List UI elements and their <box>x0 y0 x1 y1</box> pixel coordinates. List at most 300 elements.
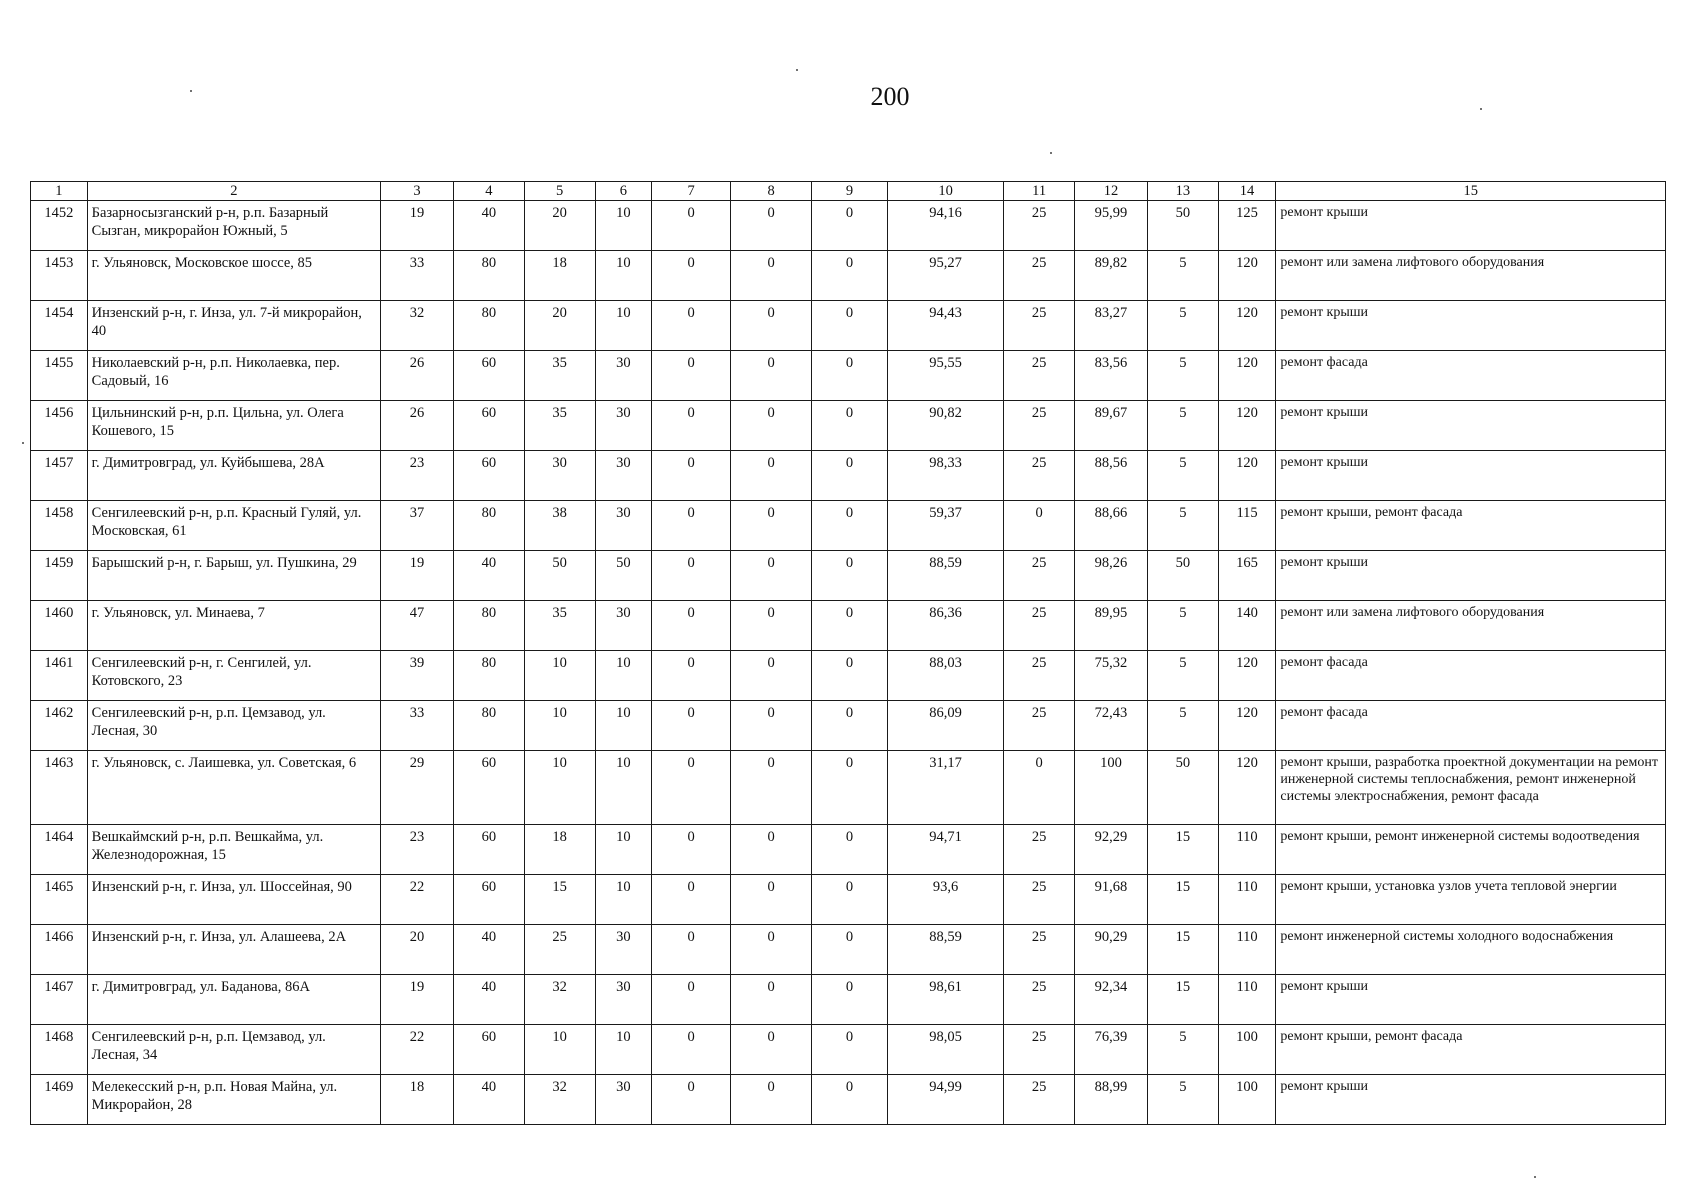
table-row <box>31 451 1666 501</box>
scan-speck <box>1534 1176 1536 1178</box>
column-header: 6 <box>595 182 652 201</box>
value-cell: 0 <box>731 301 812 351</box>
scan-speck <box>1480 108 1482 110</box>
value-cell: 19 <box>381 201 454 251</box>
row-number: 1464 <box>31 825 88 875</box>
address-cell: Сенгилеевский р-н, г. Сенгилей, ул. Котовского, 23 <box>87 651 380 701</box>
address-cell: Инзенский р-н, г. Инза, ул. 7-й микрорайон, 40 <box>87 301 380 351</box>
value-cell: 76,39 <box>1075 1025 1148 1075</box>
value-cell: 10 <box>595 825 652 875</box>
work-type-cell: ремонт крыши, ремонт фасада <box>1276 1025 1666 1075</box>
value-cell: 30 <box>595 925 652 975</box>
table-row <box>31 351 1666 401</box>
value-cell: 20 <box>524 301 595 351</box>
table-row <box>31 601 1666 651</box>
value-cell: 35 <box>524 351 595 401</box>
value-cell: 32 <box>524 975 595 1025</box>
value-cell: 32 <box>381 301 454 351</box>
work-type-cell: ремонт крыши, разработка проектной документации на ремонт инженерной системы теплоснабжения, ремонт инженерной системы электроснабжения, ремонт фасада <box>1276 751 1666 825</box>
value-cell: 29 <box>381 751 454 825</box>
value-cell: 50 <box>1147 201 1218 251</box>
value-cell: 83,56 <box>1075 351 1148 401</box>
value-cell: 90,29 <box>1075 925 1148 975</box>
value-cell: 31,17 <box>887 751 1003 825</box>
value-cell: 60 <box>453 825 524 875</box>
scan-speck <box>1050 152 1052 154</box>
address-cell: г. Димитровград, ул. Баданова, 86А <box>87 975 380 1025</box>
value-cell: 93,6 <box>887 875 1003 925</box>
row-number: 1460 <box>31 601 88 651</box>
value-cell: 15 <box>1147 975 1218 1025</box>
value-cell: 110 <box>1218 875 1276 925</box>
value-cell: 60 <box>453 875 524 925</box>
value-cell: 30 <box>524 451 595 501</box>
value-cell: 0 <box>731 925 812 975</box>
value-cell: 94,71 <box>887 825 1003 875</box>
value-cell: 5 <box>1147 401 1218 451</box>
row-number: 1452 <box>31 201 88 251</box>
work-type-cell: ремонт фасада <box>1276 701 1666 751</box>
value-cell: 75,32 <box>1075 651 1148 701</box>
value-cell: 10 <box>524 1025 595 1075</box>
value-cell: 0 <box>812 501 888 551</box>
work-type-cell: ремонт крыши <box>1276 401 1666 451</box>
value-cell: 92,29 <box>1075 825 1148 875</box>
value-cell: 110 <box>1218 825 1276 875</box>
row-number: 1465 <box>31 875 88 925</box>
value-cell: 25 <box>1004 975 1075 1025</box>
value-cell: 0 <box>731 1025 812 1075</box>
value-cell: 25 <box>1004 201 1075 251</box>
value-cell: 110 <box>1218 975 1276 1025</box>
value-cell: 0 <box>652 501 731 551</box>
value-cell: 0 <box>652 251 731 301</box>
value-cell: 95,99 <box>1075 201 1148 251</box>
table-row <box>31 975 1666 1025</box>
value-cell: 30 <box>595 401 652 451</box>
value-cell: 0 <box>812 925 888 975</box>
column-header: 4 <box>453 182 524 201</box>
value-cell: 0 <box>812 875 888 925</box>
value-cell: 10 <box>595 875 652 925</box>
value-cell: 0 <box>731 501 812 551</box>
value-cell: 25 <box>1004 825 1075 875</box>
value-cell: 0 <box>812 551 888 601</box>
address-cell: Николаевский р-н, р.п. Николаевка, пер. Садовый, 16 <box>87 351 380 401</box>
value-cell: 33 <box>381 251 454 301</box>
value-cell: 80 <box>453 501 524 551</box>
address-cell: г. Димитровград, ул. Куйбышева, 28А <box>87 451 380 501</box>
column-header: 12 <box>1075 182 1148 201</box>
value-cell: 115 <box>1218 501 1276 551</box>
value-cell: 0 <box>652 651 731 701</box>
value-cell: 80 <box>453 701 524 751</box>
value-cell: 0 <box>812 401 888 451</box>
value-cell: 35 <box>524 401 595 451</box>
value-cell: 40 <box>453 551 524 601</box>
value-cell: 120 <box>1218 751 1276 825</box>
value-cell: 83,27 <box>1075 301 1148 351</box>
value-cell: 0 <box>731 875 812 925</box>
value-cell: 50 <box>524 551 595 601</box>
value-cell: 0 <box>731 201 812 251</box>
column-header: 13 <box>1147 182 1218 201</box>
value-cell: 80 <box>453 651 524 701</box>
value-cell: 0 <box>731 401 812 451</box>
value-cell: 0 <box>812 975 888 1025</box>
value-cell: 88,59 <box>887 925 1003 975</box>
table-row <box>31 251 1666 301</box>
value-cell: 10 <box>595 651 652 701</box>
value-cell: 120 <box>1218 351 1276 401</box>
value-cell: 5 <box>1147 1075 1218 1125</box>
value-cell: 91,68 <box>1075 875 1148 925</box>
value-cell: 10 <box>595 701 652 751</box>
value-cell: 0 <box>652 925 731 975</box>
value-cell: 25 <box>1004 251 1075 301</box>
value-cell: 60 <box>453 751 524 825</box>
value-cell: 0 <box>652 351 731 401</box>
value-cell: 140 <box>1218 601 1276 651</box>
value-cell: 40 <box>453 1075 524 1125</box>
value-cell: 18 <box>381 1075 454 1125</box>
row-number: 1457 <box>31 451 88 501</box>
value-cell: 5 <box>1147 251 1218 301</box>
value-cell: 0 <box>652 1025 731 1075</box>
table-body <box>31 201 1666 1125</box>
work-type-cell: ремонт крыши <box>1276 551 1666 601</box>
column-number-row <box>31 182 1666 201</box>
value-cell: 0 <box>812 451 888 501</box>
value-cell: 0 <box>812 201 888 251</box>
table-row <box>31 651 1666 701</box>
value-cell: 120 <box>1218 301 1276 351</box>
work-type-cell: ремонт крыши, ремонт инженерной системы водоотведения <box>1276 825 1666 875</box>
value-cell: 25 <box>1004 651 1075 701</box>
value-cell: 94,16 <box>887 201 1003 251</box>
value-cell: 90,82 <box>887 401 1003 451</box>
value-cell: 5 <box>1147 651 1218 701</box>
value-cell: 33 <box>381 701 454 751</box>
address-cell: г. Ульяновск, Московское шоссе, 85 <box>87 251 380 301</box>
value-cell: 23 <box>381 825 454 875</box>
row-number: 1461 <box>31 651 88 701</box>
value-cell: 86,36 <box>887 601 1003 651</box>
value-cell: 18 <box>524 251 595 301</box>
value-cell: 100 <box>1218 1025 1276 1075</box>
work-type-cell: ремонт крыши, установка узлов учета тепловой энергии <box>1276 875 1666 925</box>
value-cell: 0 <box>731 825 812 875</box>
value-cell: 5 <box>1147 1025 1218 1075</box>
value-cell: 80 <box>453 601 524 651</box>
scan-speck <box>22 442 24 444</box>
value-cell: 5 <box>1147 601 1218 651</box>
work-type-cell: ремонт крыши <box>1276 1075 1666 1125</box>
work-type-cell: ремонт крыши <box>1276 301 1666 351</box>
work-type-cell: ремонт фасада <box>1276 351 1666 401</box>
table-row <box>31 301 1666 351</box>
value-cell: 23 <box>381 451 454 501</box>
value-cell: 19 <box>381 551 454 601</box>
value-cell: 39 <box>381 651 454 701</box>
value-cell: 80 <box>453 251 524 301</box>
value-cell: 88,99 <box>1075 1075 1148 1125</box>
table-row <box>31 925 1666 975</box>
value-cell: 0 <box>812 751 888 825</box>
value-cell: 0 <box>652 601 731 651</box>
value-cell: 32 <box>524 1075 595 1125</box>
address-cell: Мелекесский р-н, р.п. Новая Майна, ул. Микрорайон, 28 <box>87 1075 380 1125</box>
value-cell: 25 <box>1004 351 1075 401</box>
row-number: 1458 <box>31 501 88 551</box>
value-cell: 15 <box>1147 825 1218 875</box>
work-type-cell: ремонт или замена лифтового оборудования <box>1276 601 1666 651</box>
scan-speck <box>190 90 192 92</box>
value-cell: 5 <box>1147 501 1218 551</box>
value-cell: 5 <box>1147 451 1218 501</box>
value-cell: 25 <box>1004 601 1075 651</box>
address-cell: г. Ульяновск, с. Лаишевка, ул. Советская, 6 <box>87 751 380 825</box>
value-cell: 25 <box>1004 301 1075 351</box>
value-cell: 0 <box>652 701 731 751</box>
value-cell: 22 <box>381 1025 454 1075</box>
row-number: 1453 <box>31 251 88 301</box>
value-cell: 5 <box>1147 701 1218 751</box>
value-cell: 5 <box>1147 301 1218 351</box>
work-type-cell: ремонт крыши <box>1276 451 1666 501</box>
value-cell: 40 <box>453 975 524 1025</box>
row-number: 1466 <box>31 925 88 975</box>
value-cell: 25 <box>1004 551 1075 601</box>
table-row <box>31 751 1666 825</box>
value-cell: 0 <box>812 601 888 651</box>
value-cell: 125 <box>1218 201 1276 251</box>
value-cell: 40 <box>453 925 524 975</box>
table-row <box>31 551 1666 601</box>
value-cell: 35 <box>524 601 595 651</box>
value-cell: 165 <box>1218 551 1276 601</box>
value-cell: 0 <box>731 251 812 301</box>
value-cell: 10 <box>595 1025 652 1075</box>
value-cell: 30 <box>595 501 652 551</box>
value-cell: 0 <box>652 875 731 925</box>
address-cell: Базарносызганский р-н, р.п. Базарный Сызган, микрорайон Южный, 5 <box>87 201 380 251</box>
value-cell: 100 <box>1218 1075 1276 1125</box>
address-cell: Барышский р-н, г. Барыш, ул. Пушкина, 29 <box>87 551 380 601</box>
value-cell: 0 <box>652 751 731 825</box>
value-cell: 88,03 <box>887 651 1003 701</box>
value-cell: 25 <box>1004 1075 1075 1125</box>
value-cell: 0 <box>812 825 888 875</box>
value-cell: 98,33 <box>887 451 1003 501</box>
table-row <box>31 201 1666 251</box>
value-cell: 94,99 <box>887 1075 1003 1125</box>
value-cell: 120 <box>1218 701 1276 751</box>
value-cell: 25 <box>1004 925 1075 975</box>
value-cell: 110 <box>1218 925 1276 975</box>
value-cell: 30 <box>595 1075 652 1125</box>
value-cell: 0 <box>731 1075 812 1125</box>
value-cell: 72,43 <box>1075 701 1148 751</box>
table-row <box>31 501 1666 551</box>
column-header: 7 <box>652 182 731 201</box>
work-type-cell: ремонт крыши, ремонт фасада <box>1276 501 1666 551</box>
row-number: 1454 <box>31 301 88 351</box>
work-type-cell: ремонт фасада <box>1276 651 1666 701</box>
value-cell: 30 <box>595 601 652 651</box>
value-cell: 25 <box>1004 701 1075 751</box>
value-cell: 0 <box>812 651 888 701</box>
work-type-cell: ремонт крыши <box>1276 201 1666 251</box>
value-cell: 0 <box>812 351 888 401</box>
address-cell: Инзенский р-н, г. Инза, ул. Шоссейная, 90 <box>87 875 380 925</box>
column-header: 5 <box>524 182 595 201</box>
value-cell: 120 <box>1218 651 1276 701</box>
row-number: 1469 <box>31 1075 88 1125</box>
value-cell: 25 <box>524 925 595 975</box>
value-cell: 0 <box>812 701 888 751</box>
value-cell: 0 <box>1004 751 1075 825</box>
value-cell: 60 <box>453 1025 524 1075</box>
column-header: 9 <box>812 182 888 201</box>
page-number: 200 <box>870 82 910 111</box>
value-cell: 38 <box>524 501 595 551</box>
value-cell: 5 <box>1147 351 1218 401</box>
table-row <box>31 1075 1666 1125</box>
value-cell: 0 <box>652 201 731 251</box>
column-header: 10 <box>887 182 1003 201</box>
table-row <box>31 401 1666 451</box>
column-header: 15 <box>1276 182 1666 201</box>
value-cell: 0 <box>652 301 731 351</box>
value-cell: 0 <box>1004 501 1075 551</box>
value-cell: 50 <box>1147 751 1218 825</box>
address-cell: Вешкаймский р-н, р.п. Вешкайма, ул. Железнодорожная, 15 <box>87 825 380 875</box>
value-cell: 0 <box>731 701 812 751</box>
value-cell: 15 <box>524 875 595 925</box>
address-cell: Цильнинский р-н, р.п. Цильна, ул. Олега Кошевого, 15 <box>87 401 380 451</box>
value-cell: 25 <box>1004 1025 1075 1075</box>
scan-speck <box>796 69 798 71</box>
value-cell: 89,82 <box>1075 251 1148 301</box>
value-cell: 0 <box>652 1075 731 1125</box>
column-header: 14 <box>1218 182 1276 201</box>
value-cell: 0 <box>731 601 812 651</box>
address-cell: Сенгилеевский р-н, р.п. Цемзавод, ул. Лесная, 34 <box>87 1025 380 1075</box>
table-row <box>31 875 1666 925</box>
value-cell: 19 <box>381 975 454 1025</box>
value-cell: 10 <box>595 301 652 351</box>
row-number: 1455 <box>31 351 88 401</box>
value-cell: 88,59 <box>887 551 1003 601</box>
table-row <box>31 1025 1666 1075</box>
value-cell: 0 <box>652 451 731 501</box>
value-cell: 0 <box>731 451 812 501</box>
value-cell: 15 <box>1147 875 1218 925</box>
registry-table <box>30 181 1666 1125</box>
value-cell: 26 <box>381 351 454 401</box>
value-cell: 10 <box>595 251 652 301</box>
value-cell: 0 <box>731 975 812 1025</box>
row-number: 1456 <box>31 401 88 451</box>
value-cell: 10 <box>524 751 595 825</box>
value-cell: 10 <box>524 701 595 751</box>
value-cell: 0 <box>652 551 731 601</box>
value-cell: 120 <box>1218 451 1276 501</box>
value-cell: 20 <box>381 925 454 975</box>
value-cell: 0 <box>652 401 731 451</box>
value-cell: 30 <box>595 975 652 1025</box>
value-cell: 0 <box>652 975 731 1025</box>
column-header: 2 <box>87 182 380 201</box>
address-cell: Сенгилеевский р-н, р.п. Цемзавод, ул. Лесная, 30 <box>87 701 380 751</box>
value-cell: 30 <box>595 451 652 501</box>
value-cell: 30 <box>595 351 652 401</box>
value-cell: 40 <box>453 201 524 251</box>
address-cell: Инзенский р-н, г. Инза, ул. Алашеева, 2А <box>87 925 380 975</box>
value-cell: 94,43 <box>887 301 1003 351</box>
value-cell: 0 <box>812 251 888 301</box>
column-header: 1 <box>31 182 88 201</box>
value-cell: 98,26 <box>1075 551 1148 601</box>
value-cell: 0 <box>731 651 812 701</box>
value-cell: 86,09 <box>887 701 1003 751</box>
value-cell: 60 <box>453 451 524 501</box>
value-cell: 26 <box>381 401 454 451</box>
value-cell: 60 <box>453 401 524 451</box>
row-number: 1462 <box>31 701 88 751</box>
work-type-cell: ремонт или замена лифтового оборудования <box>1276 251 1666 301</box>
value-cell: 0 <box>652 825 731 875</box>
value-cell: 22 <box>381 875 454 925</box>
value-cell: 0 <box>731 551 812 601</box>
value-cell: 0 <box>731 751 812 825</box>
row-number: 1467 <box>31 975 88 1025</box>
value-cell: 88,66 <box>1075 501 1148 551</box>
value-cell: 92,34 <box>1075 975 1148 1025</box>
value-cell: 0 <box>812 1025 888 1075</box>
value-cell: 20 <box>524 201 595 251</box>
value-cell: 60 <box>453 351 524 401</box>
value-cell: 120 <box>1218 251 1276 301</box>
address-cell: Сенгилеевский р-н, р.п. Красный Гуляй, ул. Московская, 61 <box>87 501 380 551</box>
value-cell: 100 <box>1075 751 1148 825</box>
value-cell: 50 <box>595 551 652 601</box>
value-cell: 15 <box>1147 925 1218 975</box>
value-cell: 59,37 <box>887 501 1003 551</box>
column-header: 8 <box>731 182 812 201</box>
value-cell: 37 <box>381 501 454 551</box>
address-cell: г. Ульяновск, ул. Минаева, 7 <box>87 601 380 651</box>
value-cell: 89,95 <box>1075 601 1148 651</box>
row-number: 1459 <box>31 551 88 601</box>
row-number: 1463 <box>31 751 88 825</box>
value-cell: 95,55 <box>887 351 1003 401</box>
value-cell: 25 <box>1004 875 1075 925</box>
value-cell: 98,61 <box>887 975 1003 1025</box>
value-cell: 98,05 <box>887 1025 1003 1075</box>
table-row <box>31 825 1666 875</box>
row-number: 1468 <box>31 1025 88 1075</box>
value-cell: 25 <box>1004 401 1075 451</box>
column-header: 11 <box>1004 182 1075 201</box>
value-cell: 0 <box>812 1075 888 1125</box>
value-cell: 25 <box>1004 451 1075 501</box>
work-type-cell: ремонт крыши <box>1276 975 1666 1025</box>
column-header: 3 <box>381 182 454 201</box>
table-row <box>31 701 1666 751</box>
value-cell: 80 <box>453 301 524 351</box>
